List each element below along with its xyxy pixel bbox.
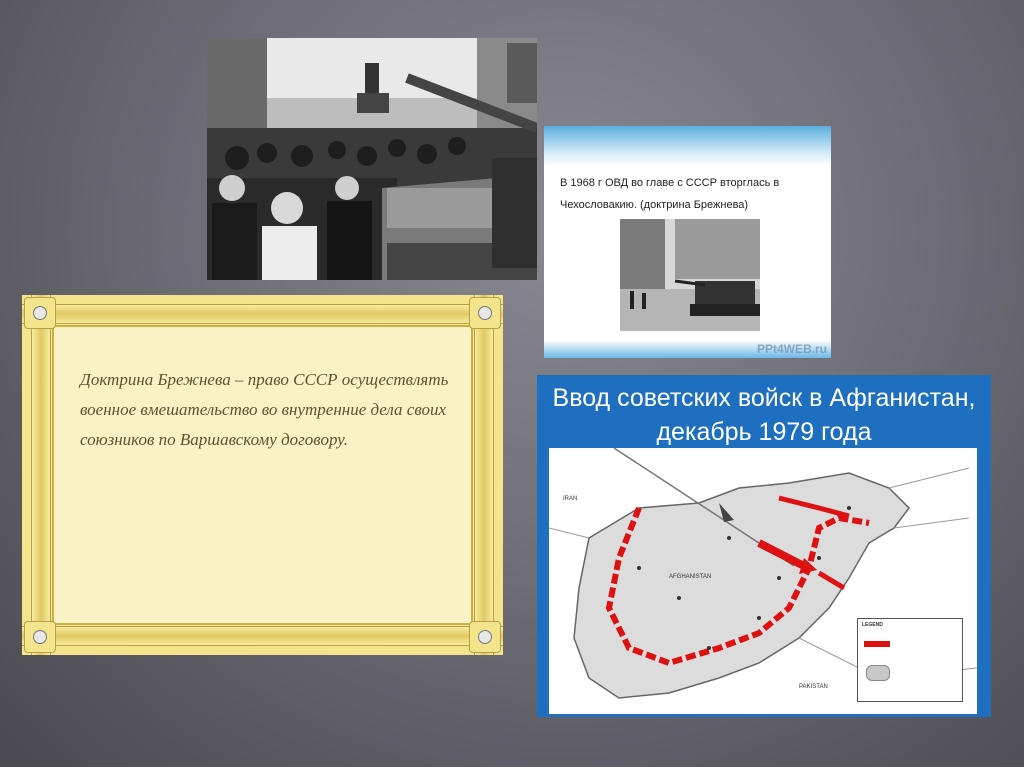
prague-photo-illustration (207, 38, 537, 280)
map-title: Ввод советских войск в Афганистан, декабрь 1979 года (552, 384, 976, 446)
map-legend (857, 618, 963, 702)
map-label-pakistan: PAKISTAN (799, 684, 828, 690)
thumb-top-bar (544, 126, 831, 166)
doctrine-definition: Доктрина Брежнева – право СССР осуществлять военное вмешательство во внутренние дела своих союзников по Варшавскому договору. (80, 370, 449, 449)
ppt4web-logo: PPt4WEB.ru (756, 342, 827, 356)
frame-bar-left (31, 295, 51, 655)
frame-knob-icon (469, 297, 501, 329)
legend-route-swatch (864, 641, 890, 647)
afghanistan-map-panel (537, 375, 991, 717)
thumb-caption: В 1968 г ОВД во главе с СССР вторглась в Чехословакию. (доктрина Брежнева) (560, 177, 780, 211)
frame-knob-icon (24, 621, 56, 653)
frame-knob-icon (469, 621, 501, 653)
afghanistan-map (549, 448, 977, 714)
tank-street-photo (620, 219, 760, 331)
map-label-iran: IRAN (563, 496, 578, 502)
prague-1968-photo (207, 38, 537, 280)
map-label-afghanistan: AFGHANISTAN (669, 574, 712, 580)
frame-knob-icon (24, 297, 56, 329)
doctrine-parchment (22, 295, 503, 655)
frame-bar-right (474, 295, 494, 655)
frame-bar-top (22, 304, 503, 324)
tank-street-illustration (620, 219, 760, 331)
frame-bar-bottom (22, 626, 503, 646)
legend-title: LEGEND (862, 622, 883, 628)
legend-area-swatch (866, 665, 890, 681)
slide-thumbnail-1968 (544, 126, 831, 358)
